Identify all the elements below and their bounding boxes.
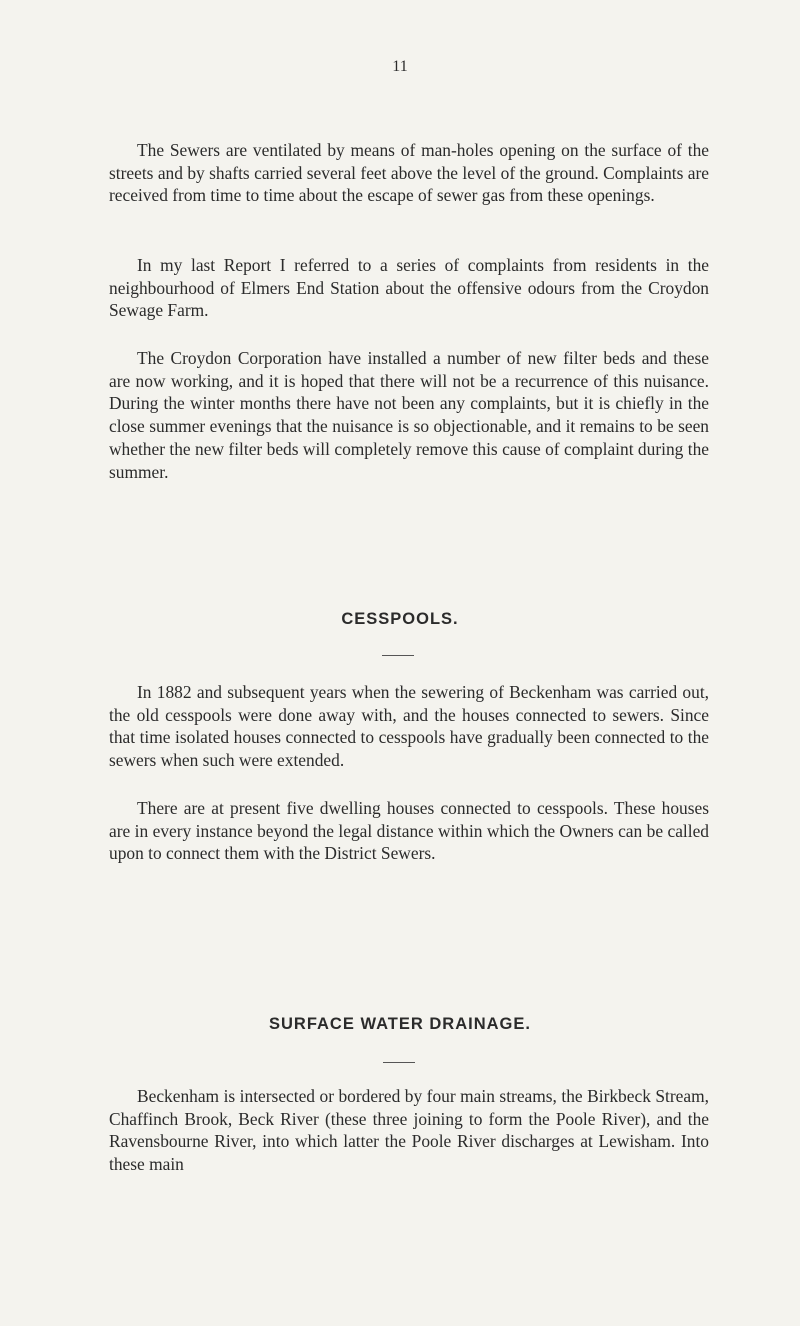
section-divider <box>382 655 414 656</box>
paragraph-surface-water: Beckenham is intersected or bordered by four main streams, the Birkbeck Stream, Chaffinch Brook, Beck River (these three joining to form the Poole River), and the Ravensbourne River, into which latter the Poole River discharges at Lewisham. Into these main <box>109 1086 709 1175</box>
surface-water-heading: SURFACE WATER DRAINAGE. <box>269 1015 531 1033</box>
page-number: 11 <box>392 58 408 75</box>
paragraph-cesspools-history: In 1882 and subsequent years when the sewering of Beckenham was carried out, the old cesspools were done away with, and the houses connected to sewers. Since that time isolated houses connected to cesspools have gradually been connected to the sewers when such were extended. <box>109 682 709 771</box>
paragraph-sewers-ventilation: The Sewers are ventilated by means of man-holes opening on the surface of the streets and by shafts carried several feet above the level of the ground. Complaints are received from time to time about the escape of sewer gas from these openings. <box>109 140 709 206</box>
paragraph-cesspools-present: There are at present five dwelling houses connected to cesspools. These houses are in every instance beyond the legal distance within which the Owners can be called upon to connect them with the District Sewers. <box>109 798 709 864</box>
cesspools-heading: CESSPOOLS. <box>341 610 459 628</box>
section-divider <box>383 1062 415 1063</box>
paragraph-previous-report: In my last Report I referred to a series of complaints from residents in the neighbourhood of Elmers End Station about the offensive odours from the Croydon Sewage Farm. <box>109 255 709 321</box>
paragraph-croydon-corporation: The Croydon Corporation have installed a number of new filter beds and these are now working, and it is hoped that there will not be a recurrence of this nuisance. During the winter months there have not been any complaints, but it is chiefly in the close summer evenings that the nuisance is so objectionable, and it remains to be seen whether the new filter beds will completely remove this cause of complaint during the summer. <box>109 348 709 482</box>
